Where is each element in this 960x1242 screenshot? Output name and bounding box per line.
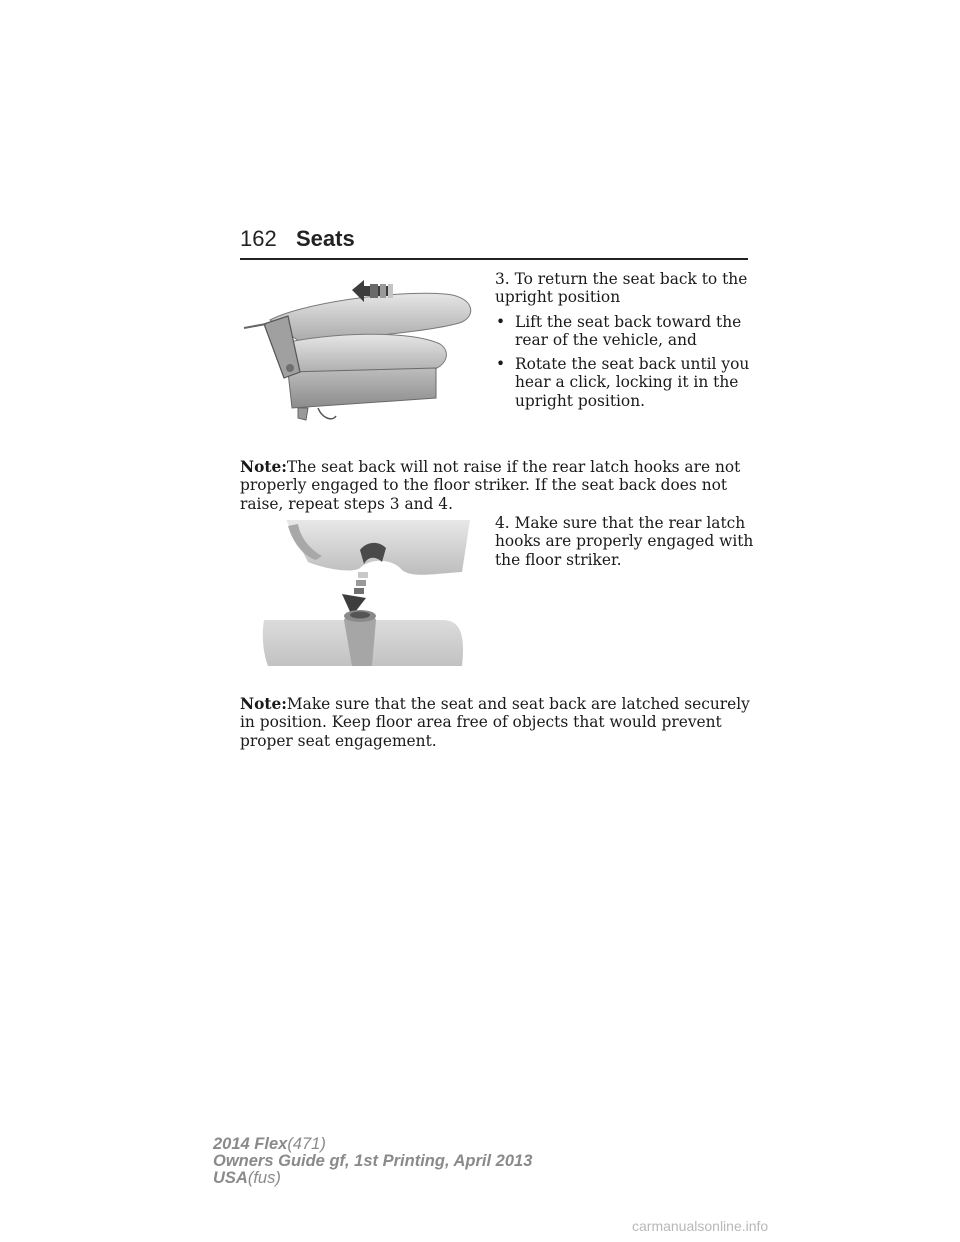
header-rule xyxy=(240,258,748,260)
footer-line-model xyxy=(213,1136,532,1153)
watermark: carmanualsonline.info xyxy=(632,1218,769,1234)
note-text: The seat back will not raise if the rear latch hooks are not properly engaged to the floor striker. If the seat back does not raise, repeat steps 3 and 4. xyxy=(240,458,741,513)
bullet-icon: • xyxy=(496,312,506,331)
footer-market: USA xyxy=(213,1169,248,1187)
footer-guide: Owners Guide gf, 1st Printing, April 2013 xyxy=(213,1152,533,1170)
footer-line-guide xyxy=(213,1153,532,1170)
footer-model-code: (471) xyxy=(287,1135,326,1153)
note-label: Note: xyxy=(240,695,287,713)
step-3 xyxy=(495,270,757,416)
page-number: 162 xyxy=(240,226,277,251)
bullet-text: Rotate the seat back until you hear a click, locking it in the upright position. xyxy=(515,355,750,410)
step-4 xyxy=(495,514,757,575)
step-3-bullet xyxy=(495,313,757,350)
latch-striker-illustration xyxy=(262,520,474,666)
section-title: Seats xyxy=(296,226,355,251)
bullet-text: Lift the seat back toward the rear of the vehicle, and xyxy=(515,312,742,349)
note-text: Make sure that the seat and seat back are latched securely in position. Keep floor area free of objects that would prevent proper seat engagement. xyxy=(240,695,750,750)
step-3-heading: 3. To return the seat back to the upright position xyxy=(495,270,748,307)
step-4-text: 4. Make sure that the rear latch hooks are properly engaged with the floor striker. xyxy=(495,514,754,569)
seat-back-raise-illustration xyxy=(240,268,488,432)
footer-line-market xyxy=(213,1170,532,1187)
footer-model: 2014 Flex xyxy=(213,1135,288,1153)
footer-market-code: (fus) xyxy=(247,1169,281,1187)
note-label: Note: xyxy=(240,458,287,476)
step-3-bullet xyxy=(495,355,757,410)
note-paragraph xyxy=(240,458,760,513)
document-footer xyxy=(213,1136,532,1187)
note-paragraph xyxy=(240,695,760,750)
bullet-icon: • xyxy=(496,355,506,374)
page-header xyxy=(240,226,748,260)
